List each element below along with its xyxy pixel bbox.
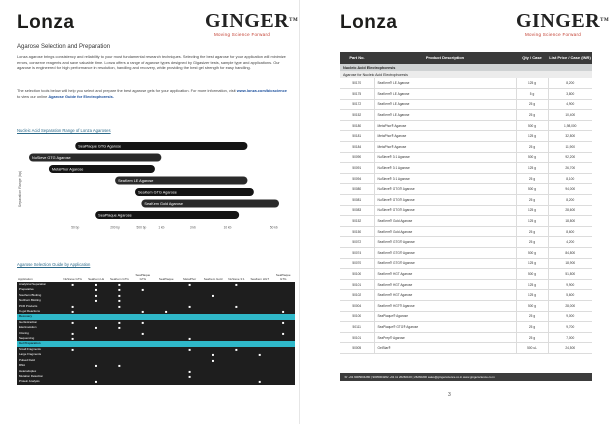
x-tick-label: 50 bp: [71, 225, 80, 230]
subsection-label: Agarose for Nucleic Acid Electrophoresis: [340, 71, 592, 78]
product-row: [340, 290, 592, 301]
product-description: MetaPhor® Agarose: [374, 131, 516, 142]
list-price: 32,800: [548, 131, 592, 142]
selection-row-label: Cloning: [17, 331, 61, 336]
part-number: 50005: [340, 343, 374, 354]
part-number: 50181: [340, 131, 374, 142]
part-number: 50094: [340, 173, 374, 184]
product-row: [340, 258, 592, 269]
col-header-price: List Price / Case (INR): [548, 52, 592, 64]
selection-row-label: Mutation Detection: [17, 374, 61, 379]
part-number: 50074: [340, 248, 374, 259]
selection-row: [17, 379, 295, 384]
chart-title: Nucleic Acid Separation Range of Lonza Agaroses: [17, 128, 111, 133]
range-bar-label: NuSieve GTG Agarose: [32, 156, 71, 161]
page-number: 3: [448, 392, 451, 398]
part-number: 50180: [340, 120, 374, 131]
selection-mark: ■: [61, 309, 84, 314]
selection-mark: ■: [84, 363, 107, 368]
selection-row-label: Analytical Separation: [17, 282, 61, 287]
selection-row-label: In-gel Reactions: [17, 309, 61, 314]
list-price: 8,200: [548, 78, 592, 89]
list-price: 10,400: [548, 110, 592, 121]
product-description: NuSieve® 3:1 Agarose: [374, 152, 516, 163]
selection-row-label: Sequencing: [17, 336, 61, 341]
product-description: SeaKem® LE Agarose: [374, 99, 516, 110]
lonza-logo: Lonza: [340, 12, 398, 33]
list-price: 18,800: [548, 216, 592, 227]
selection-mark: ■: [108, 298, 131, 303]
x-tick-label: 3 kb: [189, 225, 196, 230]
product-row: [340, 120, 592, 131]
selection-cell: [61, 379, 84, 384]
selection-mark: ■: [225, 304, 248, 309]
product-row: [340, 173, 592, 184]
quantity: 25 g: [516, 226, 548, 237]
selection-table-title: Agarose Selection Guide by Application: [17, 262, 91, 267]
selection-row-label: Preparative: [17, 287, 61, 292]
agarose-selection-table: [17, 268, 295, 385]
part-number: 50083: [340, 205, 374, 216]
list-price: 51,800: [548, 269, 592, 280]
part-number: 50080: [340, 184, 374, 195]
range-bar-label: SeaPlaque Agarose: [98, 213, 132, 218]
quantity: 500 g: [516, 300, 548, 311]
product-price-table: [340, 52, 592, 354]
quantity: 500 g: [516, 248, 548, 259]
ginger-logo: [516, 10, 609, 37]
ginger-logo-name: GINGER™: [205, 10, 299, 32]
product-row: [340, 78, 592, 89]
quantity: 125 g: [516, 163, 548, 174]
quantity: 125 g: [516, 290, 548, 301]
selection-mark: ■: [178, 374, 201, 379]
product-row: [340, 226, 592, 237]
selection-cell: [225, 379, 248, 384]
selection-mark: ■: [225, 347, 248, 352]
selection-row-label: RNA: [17, 363, 61, 368]
range-bar-label: SeaPlaque GTG Agarose: [78, 144, 122, 149]
product-row: [340, 184, 592, 195]
list-price: 28,000: [548, 300, 592, 311]
list-price: 26,700: [548, 163, 592, 174]
quantity: 125 g: [516, 78, 548, 89]
product-row: [340, 152, 592, 163]
selection-cell: [201, 379, 224, 384]
selection-mark: ■: [155, 309, 178, 314]
product-description: SeaKem® HGT Agarose: [374, 290, 516, 301]
product-row: [340, 110, 592, 121]
part-number: 50170: [340, 78, 374, 89]
selection-mark: ■: [131, 320, 154, 325]
left-page: [0, 0, 300, 424]
ginger-tagline: Moving Science Forward: [213, 32, 271, 37]
selection-col-header: NuSieve GTG: [63, 276, 83, 281]
product-description: MetaPhor® Agarose: [374, 120, 516, 131]
selection-mark: ■: [84, 293, 107, 298]
selection-mark: ■: [108, 320, 131, 325]
selection-mark: ■: [61, 336, 84, 341]
part-number: 50072: [340, 237, 374, 248]
selection-mark: ■: [84, 282, 107, 287]
product-description: NuSieve® GTG® Agarose: [374, 205, 516, 216]
product-description: SeaKem® HGT Agarose: [374, 269, 516, 280]
product-description: NuSieve® 3:1 Agarose: [374, 173, 516, 184]
quantity: 500 g: [516, 184, 548, 195]
quantity: 25 g: [516, 110, 548, 121]
quantity: 125 g: [516, 216, 548, 227]
part-number: 50100: [340, 311, 374, 322]
part-number: 50152: [340, 110, 374, 121]
quantity: 125 g: [516, 205, 548, 216]
quantity: 125 g: [516, 131, 548, 142]
quantity: 25 g: [516, 237, 548, 248]
list-price: 18,900: [548, 258, 592, 269]
selection-mark: ■: [201, 358, 224, 363]
product-description: SeaKem® HGT Agarose: [374, 279, 516, 290]
list-price: 5,600: [548, 290, 592, 301]
quantity: 500 g: [516, 152, 548, 163]
range-bar-label: MetaPhor Agarose: [51, 167, 84, 172]
part-number: 50091: [340, 163, 374, 174]
product-description: GelStar®: [374, 343, 516, 354]
selection-col-header: MetaPhor: [183, 276, 197, 281]
product-row: [340, 300, 592, 311]
list-price: 7,000: [548, 332, 592, 343]
selection-mark: ■: [225, 282, 248, 287]
intro-paragraph: Lonza agarose brings consistency and reliability to your most fundamental research techniques. Selecting the best agarose for your application will minimize errors, conserve reagents and save valuable time. Lonza offers a range of agarose types designed by Gigasizer tests, sample type and applications. Our agarose is engineered for high performance in resolution, handling and recovery, while providing the best gel strength for easy handling.: [17, 54, 286, 71]
product-row: [340, 163, 592, 174]
table-header-row: [340, 52, 592, 64]
product-row: [340, 343, 592, 354]
right-page: [300, 0, 609, 424]
selection-mark: ■: [84, 298, 107, 303]
quantity: 500 uL: [516, 343, 548, 354]
product-description: NuSieve® 3:1 Agarose: [374, 163, 516, 174]
list-price: 9,000: [548, 311, 592, 322]
selection-row-label: Southern Blotting: [17, 293, 61, 298]
list-price: 4,200: [548, 237, 592, 248]
product-description: SeaKem® LE Agarose: [374, 110, 516, 121]
product-row: [340, 248, 592, 259]
selection-mark: ■: [61, 320, 84, 325]
range-bar-label: SeaKem Gold Agarose: [144, 202, 184, 207]
list-price: 9,700: [548, 322, 592, 333]
product-row: [340, 89, 592, 100]
list-price: 4,900: [548, 99, 592, 110]
agarose-guide-link[interactable]: Agarose Guide for Electrophoresis.: [48, 93, 114, 99]
selection-col-header: SeaPlaque GTG: [275, 273, 291, 281]
selection-cell: [272, 379, 295, 384]
selection-cell: [131, 379, 154, 384]
range-bar-label: SeaKem LE Agarose: [118, 179, 154, 184]
product-row: [340, 269, 592, 280]
selection-mark: ■: [108, 363, 131, 368]
part-number: 50090: [340, 152, 374, 163]
part-number: 50101: [340, 332, 374, 343]
selection-mark: ■: [108, 282, 131, 287]
bioscience-link[interactable]: www.lonza.com/bioscience: [236, 88, 287, 93]
quantity: 500 g: [516, 269, 548, 280]
selection-mark: ■: [61, 282, 84, 287]
quantity: 25 g: [516, 332, 548, 343]
x-tick-label: 10 kb: [223, 225, 232, 230]
selection-col-header: SeaKem LE: [88, 276, 105, 281]
selection-mark: ■: [131, 331, 154, 336]
quantity: 25 g: [516, 99, 548, 110]
selection-cell: [155, 379, 178, 384]
col-header-part: Part No.: [340, 52, 374, 64]
product-description: SeaPrep® Agarose: [374, 332, 516, 343]
selection-mark: ■: [178, 369, 201, 374]
selection-col-header: SeaPlaque: [158, 276, 174, 281]
product-description: SeaKem® LE Agarose: [374, 89, 516, 100]
col-header-description: Product Description: [374, 52, 516, 64]
selection-mark: ■: [61, 347, 84, 352]
x-tick-label: 500 bp: [136, 225, 147, 230]
list-price: 1,98,000: [548, 120, 592, 131]
lonza-logo: Lonza: [17, 12, 75, 33]
quantity: 25 g: [516, 173, 548, 184]
product-description: SeaKem® Gold Agarose: [374, 216, 516, 227]
selection-mark: ■: [272, 309, 295, 314]
product-description: SeaKem® Gold Agarose: [374, 226, 516, 237]
x-tick-label: 200 bp: [110, 225, 120, 230]
product-row: [340, 311, 592, 322]
part-number: 50100: [340, 269, 374, 280]
selection-mark: ■: [108, 325, 131, 330]
selection-mark: ■: [108, 304, 131, 309]
selection-mark: ■: [178, 304, 201, 309]
part-number: 50101: [340, 279, 374, 290]
quantity: 25 g: [516, 311, 548, 322]
part-number: 50081: [340, 195, 374, 206]
selection-cell: [178, 379, 201, 384]
selection-mark: ■: [84, 287, 107, 292]
product-row: [340, 237, 592, 248]
product-description: SeaKem® GTG® Agarose: [374, 237, 516, 248]
product-row: [340, 216, 592, 227]
selection-col-header: SeaKem GTG: [110, 276, 129, 281]
quantity: 25 g: [516, 142, 548, 153]
product-row: [340, 142, 592, 153]
subsection-row: [340, 71, 592, 78]
product-description: SeaKem® HGT® Agarose: [374, 300, 516, 311]
product-description: SeaKem® LE Agarose: [374, 78, 516, 89]
selection-row-label: Protein Analysis: [17, 379, 61, 384]
part-number: 50184: [340, 142, 374, 153]
part-number: 50004: [340, 300, 374, 311]
selection-mark: ■: [108, 287, 131, 292]
selection-paragraph: The selection tools below will help you select and prepare the best agarose gels for your application. For more information, visit www.lonza.com/bioscience to view our online Agarose Guide for Electrophoresis.: [17, 88, 287, 99]
selection-mark: ■: [201, 352, 224, 357]
product-row: [340, 195, 592, 206]
part-number: 50111: [340, 322, 374, 333]
ginger-logo-name: GINGER™: [516, 10, 609, 32]
product-description: SeaKem® GTG® Agarose: [374, 258, 516, 269]
selection-row-label: Northern Blotting: [17, 298, 61, 303]
selection-mark: ■: [248, 352, 271, 357]
list-price: 3,800: [548, 89, 592, 100]
quantity: 125 g: [516, 279, 548, 290]
selection-mark: ■: [178, 347, 201, 352]
ginger-tagline: Moving Science Forward: [524, 32, 582, 37]
x-tick-label: 50 kb: [269, 225, 278, 230]
x-tick-label: 1 kb: [158, 225, 165, 230]
selection-col-header: SeaKem Gold: [203, 276, 223, 281]
product-row: [340, 332, 592, 343]
list-price: 8,100: [548, 173, 592, 184]
selection-row-label: Small Fragments: [17, 347, 61, 352]
quantity: 500 g: [516, 120, 548, 131]
col-header-qty: Qty / Case: [516, 52, 548, 64]
selection-mark: ■: [84, 379, 107, 384]
section-row: [340, 64, 592, 71]
selection-col-header: NuSieve 3:1: [228, 276, 245, 281]
range-bar-label: SeaKem GTG Agarose: [138, 190, 177, 195]
product-row: [340, 279, 592, 290]
product-row: [340, 322, 592, 333]
ginger-logo: [205, 10, 299, 37]
selection-mark: ■: [272, 331, 295, 336]
list-price: 84,800: [548, 248, 592, 259]
product-description: SeaKem® GTG® Agarose: [374, 248, 516, 259]
list-price: 28,600: [548, 205, 592, 216]
selection-mark: ■: [84, 325, 107, 330]
product-row: [340, 131, 592, 142]
selection-mark: ■: [131, 309, 154, 314]
chart-y-axis-label: Separation Range (bp): [18, 170, 22, 208]
part-number: 50175: [340, 89, 374, 100]
selection-mark: ■: [201, 293, 224, 298]
list-price: 8,600: [548, 226, 592, 237]
part-number: 50102: [340, 290, 374, 301]
selection-row-label: Large Fragments: [17, 352, 61, 357]
product-row: [340, 205, 592, 216]
list-price: 11,900: [548, 142, 592, 153]
selection-row-label: PCR Products: [17, 304, 61, 309]
quantity: 5 g: [516, 89, 548, 100]
selection-col-header: SeaPlaque GTG: [135, 273, 151, 281]
product-description: SeaPlaque® GTG® Agarose: [374, 322, 516, 333]
selection-col-header: Application: [18, 276, 33, 281]
selection-row-label: Recovery: [17, 314, 61, 319]
part-number: 50150: [340, 226, 374, 237]
selection-mark: ■: [178, 336, 201, 341]
selection-mark: ■: [108, 293, 131, 298]
part-number: 50152: [340, 216, 374, 227]
list-price: 94,000: [548, 184, 592, 195]
quantity: 25 g: [516, 195, 548, 206]
selection-row-label: Pulsed Field: [17, 358, 61, 363]
selection-mark: ■: [61, 331, 84, 336]
selection-col-header: SeaKem HGT: [250, 276, 270, 281]
list-price: 9,900: [548, 279, 592, 290]
part-number: 50172: [340, 99, 374, 110]
product-description: NuSieve® GTG® Agarose: [374, 195, 516, 206]
quantity: 125 g: [516, 258, 548, 269]
selection-row-label: Gel Preparation: [17, 341, 61, 346]
separation-range-chart: [17, 134, 287, 244]
selection-mark: ■: [248, 379, 271, 384]
selection-row-label: Electroelution: [17, 325, 61, 330]
list-price: 92,200: [548, 152, 592, 163]
selection-mark: ■: [178, 282, 201, 287]
list-price: 8,200: [548, 195, 592, 206]
selection-row-label: Heteroduplex: [17, 369, 61, 374]
quantity: 25 g: [516, 322, 548, 333]
product-description: MetaPhor® Agarose: [374, 142, 516, 153]
selection-row-label: Gel Extraction: [17, 320, 61, 325]
list-price: 24,500: [548, 343, 592, 354]
selection-mark: ■: [131, 287, 154, 292]
product-row: [340, 99, 592, 110]
selection-cell: [108, 379, 131, 384]
page-title: Agarose Selection and Preparation: [17, 44, 111, 50]
selection-mark: ■: [61, 304, 84, 309]
section-label: Nucleic Acid Electrophoresis: [340, 64, 592, 71]
part-number: 50070: [340, 258, 374, 269]
selection-mark: ■: [272, 320, 295, 325]
product-description: NuSieve® GTG® Agarose: [374, 184, 516, 195]
product-description: SeaPlaque® Agarose: [374, 311, 516, 322]
contact-footer: ☏ +91 9005004280 | 9005004262 +91 11 26260100 | 26260200 sales@gingerscience.co.in www.gingerscience.co.in: [340, 373, 592, 381]
